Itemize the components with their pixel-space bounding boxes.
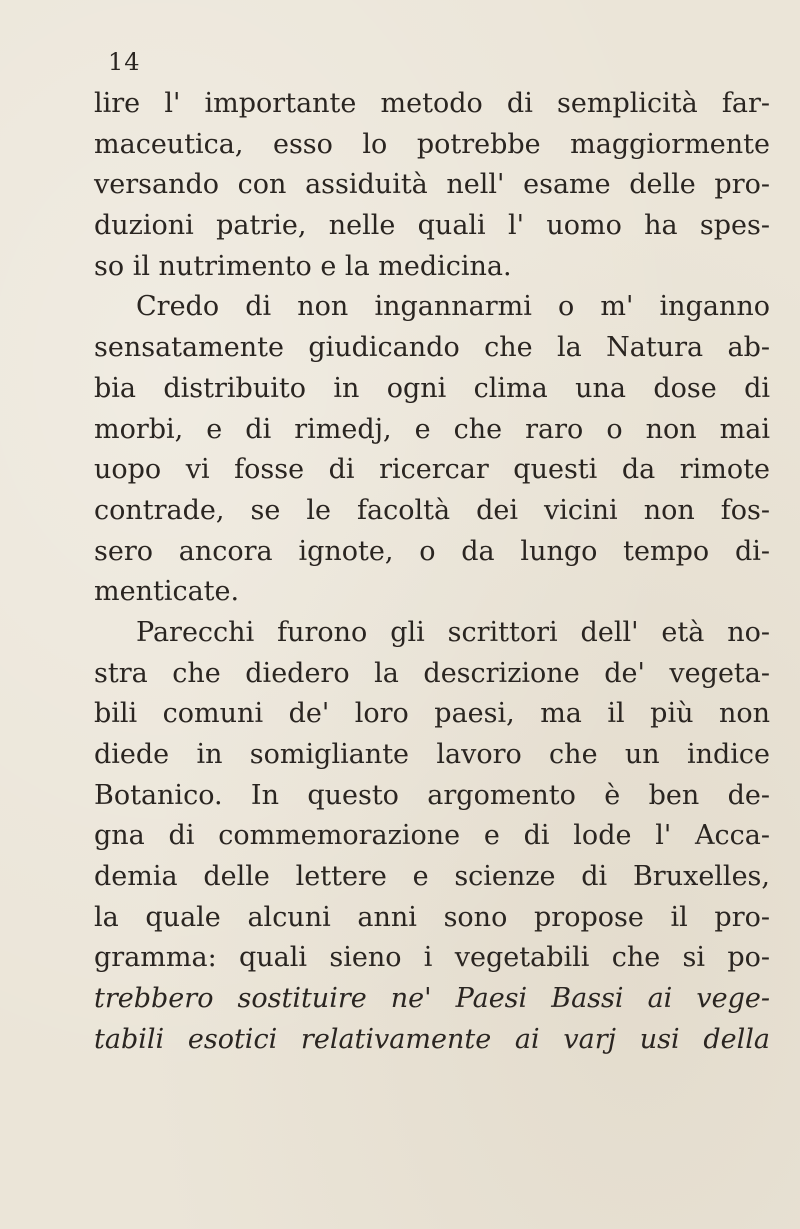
page-number: 14	[108, 48, 141, 76]
text-line: lire l' importante metodo di semplicità far-	[94, 88, 770, 119]
text-line: bili comuni de' loro paesi, ma il più non	[94, 698, 770, 730]
text-line: gna di commemorazione e di lode l' Acca-	[94, 820, 770, 852]
text-line: maceutica, esso lo potrebbe maggiormente	[94, 128, 770, 160]
text-line: stra che diedero la descrizione de' vegeta-	[94, 657, 770, 689]
text-line: morbi, e di rimedj, e che raro o non mai	[94, 413, 770, 445]
text-line: gramma: quali sieno i vegetabili che si po-	[94, 942, 770, 974]
text-line: trebbero sostituire ne' Paesi Bassi ai vege-	[94, 983, 770, 1015]
text-line: sero ancora ignote, o da lungo tempo di-	[94, 535, 770, 567]
text-line: la quale alcuni anni sono propose il pro-	[94, 901, 770, 933]
text-line: Botanico. In questo argomento è ben de-	[94, 779, 770, 811]
text-line: Credo di non ingannarmi o m' inganno	[136, 291, 770, 323]
text-line: bia distribuito in ogni clima una dose di	[94, 372, 770, 404]
text-line: demia delle lettere e scienze di Bruxelles,	[94, 861, 770, 893]
text-line: versando con assiduità nell' esame delle pro-	[94, 169, 770, 201]
text-line: uopo vi fosse di ricercar questi da rimote	[94, 454, 770, 486]
text-line: contrade, se le facoltà dei vicini non fos-	[94, 494, 770, 526]
text-line: duzioni patrie, nelle quali l' uomo ha spes-	[94, 210, 770, 242]
text-line: Parecchi furono gli scrittori dell' età no-	[136, 616, 770, 648]
text-line: sensatamente giudicando che la Natura ab-	[94, 332, 770, 364]
body-text	[94, 84, 770, 1061]
text-line: tabili esotici relativamente ai varj usi della	[94, 1023, 770, 1055]
text-line: so il nutrimento e la medicina.	[94, 250, 512, 282]
text-line: menticate.	[94, 576, 240, 608]
text-line: diede in somigliante lavoro che un indice	[94, 739, 770, 770]
